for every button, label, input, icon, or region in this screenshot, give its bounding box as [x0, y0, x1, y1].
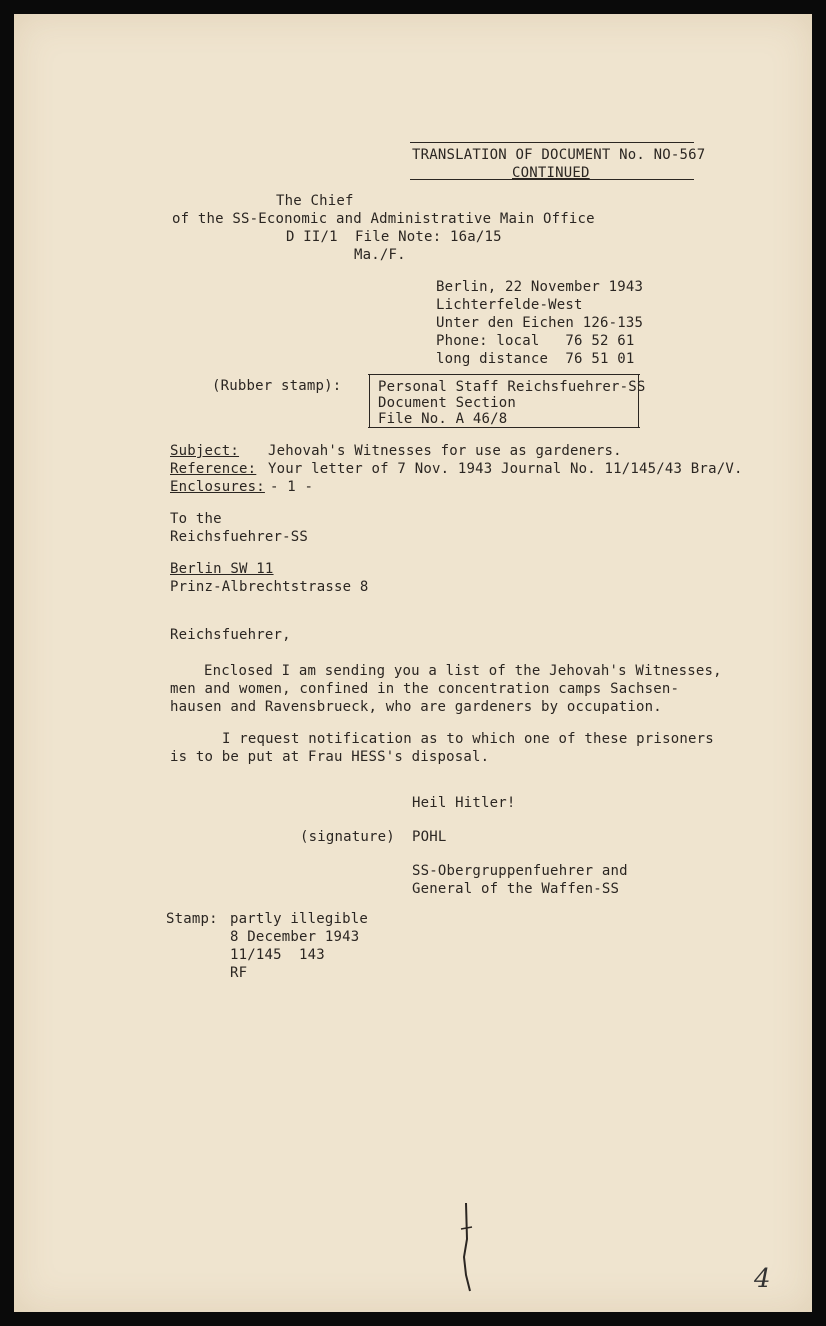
sender-line-3: D II/1 File Note: 16a/15: [286, 229, 502, 245]
subject-text: Jehovah's Witnesses for use as gardeners.: [268, 443, 622, 459]
stamp-label: Stamp:: [166, 911, 218, 927]
header-bottom-rule: [410, 179, 694, 180]
district: Lichterfelde-West: [436, 297, 583, 313]
signature-label: (signature): [300, 829, 395, 845]
recipient-to: To the: [170, 511, 222, 527]
phone-long-distance: long distance 76 51 01: [436, 351, 635, 367]
sender-line-4: Ma./F.: [354, 247, 406, 263]
signer-rank-2: General of the Waffen-SS: [412, 881, 620, 897]
signature-name: POHL: [412, 829, 447, 845]
stamp-line-3: 11/145 143: [230, 947, 325, 963]
city-date: Berlin, 22 November 1943: [436, 279, 644, 295]
pen-mark-icon: [452, 1199, 482, 1294]
recipient-city: Berlin SW 11: [170, 561, 274, 577]
rubber-stamp-line-3: File No. A 46/8: [378, 411, 508, 427]
recipient-street: Prinz-Albrechtstrasse 8: [170, 579, 369, 595]
continued-label: CONTINUED: [512, 165, 590, 181]
phone-local: Phone: local 76 52 61: [436, 333, 635, 349]
paragraph-1-line-2: men and women, confined in the concentration camps Sachsen-: [170, 681, 680, 697]
enclosures-text: - 1 -: [270, 479, 314, 495]
enclosures-label: Enclosures:: [170, 479, 265, 495]
stamp-line-2: 8 December 1943: [230, 929, 360, 945]
stamp-line-1: partly illegible: [230, 911, 369, 927]
reference-label: Reference:: [170, 461, 257, 477]
signer-rank: SS-Obergruppenfuehrer and: [412, 863, 628, 879]
street-address: Unter den Eichen 126-135: [436, 315, 644, 331]
salutation: Reichsfuehrer,: [170, 627, 291, 643]
rubber-stamp-line-1: Personal Staff Reichsfuehrer-SS: [378, 379, 646, 395]
sender-line-1: The Chief: [276, 193, 354, 209]
paragraph-2-line-1: I request notification as to which one of these prisoners: [222, 731, 714, 747]
rubber-stamp-label: (Rubber stamp):: [212, 378, 342, 394]
recipient-name: Reichsfuehrer-SS: [170, 529, 309, 545]
paragraph-2-line-2: is to be put at Frau HESS's disposal.: [170, 749, 490, 765]
paragraph-1-line-3: hausen and Ravensbrueck, who are gardeners by occupation.: [170, 699, 662, 715]
page-number: 4: [754, 1264, 771, 1294]
subject-label: Subject:: [170, 443, 240, 459]
rubber-stamp-line-2: Document Section: [378, 395, 517, 411]
paragraph-1-line-1: Enclosed I am sending you a list of the Jehovah's Witnesses,: [204, 663, 722, 679]
stamp-line-4: RF: [230, 965, 248, 981]
header-top-rule: [410, 142, 694, 143]
document-page: [14, 14, 812, 1312]
reference-text: Your letter of 7 Nov. 1943 Journal No. 11/145/43 Bra/V.: [268, 461, 743, 477]
sender-line-2: of the SS-Economic and Administrative Main Office: [172, 211, 595, 227]
translation-title: TRANSLATION OF DOCUMENT No. NO-567: [412, 147, 706, 163]
closing-greeting: Heil Hitler!: [412, 795, 516, 811]
